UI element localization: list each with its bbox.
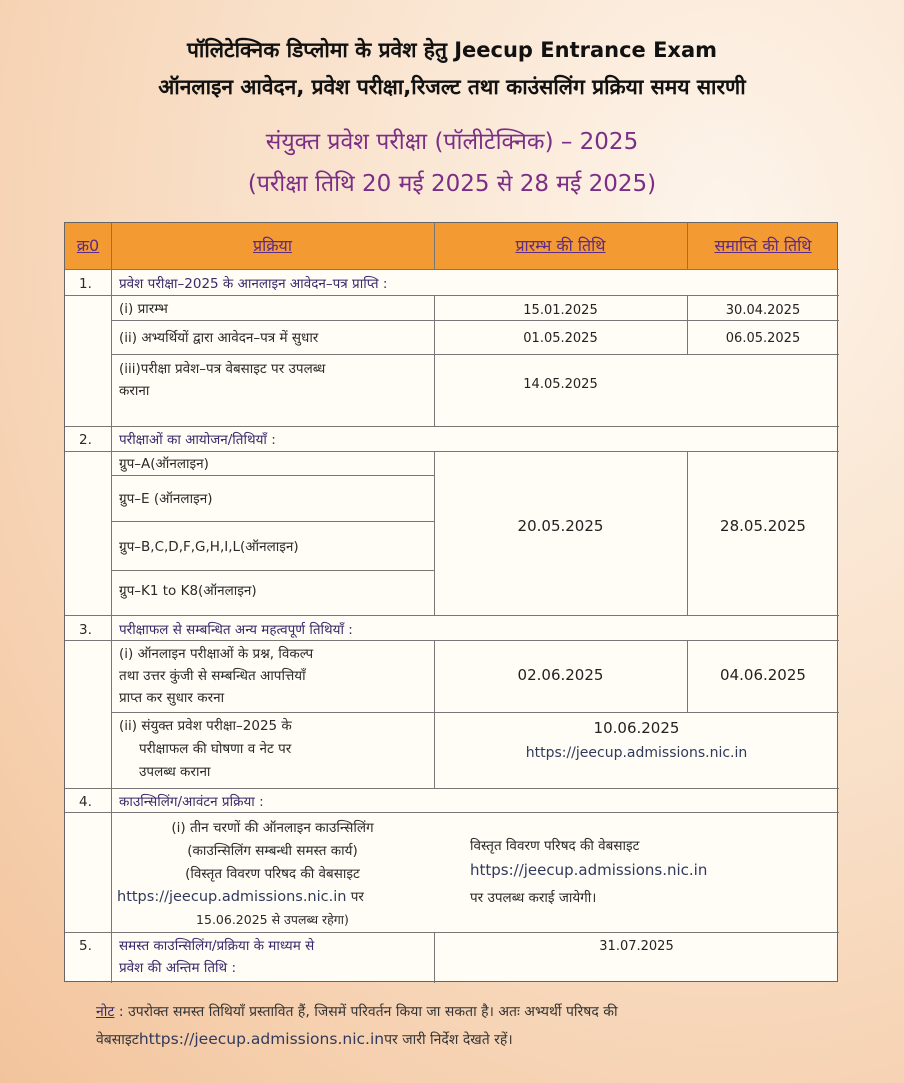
section-2-title: परीक्षाओं का आयोजन/तिथियाँ :: [119, 432, 276, 448]
divider: [111, 521, 434, 522]
divider: [65, 640, 839, 641]
row-3-2-line-1: (ii) संयुक्त प्रवेश परीक्षा–2025 के: [119, 718, 292, 734]
section-5-line-2: प्रवेश की अन्तिम तिथि :: [119, 960, 236, 976]
counselling-url-suffix: पर: [346, 889, 364, 905]
divider: [65, 932, 839, 933]
counselling-right-line-1: विस्तृत विवरण परिषद की वेबसाइट: [470, 838, 640, 854]
group-row: ग्रुप–A(ऑनलाइन): [119, 456, 209, 472]
divider: [65, 788, 839, 789]
section-5-number: 5.: [79, 938, 92, 954]
divider: [65, 426, 839, 427]
row-3-2-line-3: उपलब्ध कराना: [139, 764, 211, 780]
row-1-2-end: 06.05.2025: [725, 331, 801, 346]
page-title-line-1: पॉलिटेक्निक डिप्लोमा के प्रवेश हेतु Jeecup Entrance Exam: [186, 38, 718, 62]
counselling-right-line-3: पर उपलब्ध कराई जायेगी।: [470, 890, 597, 906]
header-start-date: प्रारम्भ की तिथि: [515, 236, 606, 255]
row-3-2-line-2: परीक्षाफल की घोषणा व नेट पर: [139, 741, 292, 757]
section-5-line-1: समस्त काउन्सिलिंग/प्रक्रिया के माध्यम से: [119, 938, 315, 954]
note-url-link[interactable]: https://jeecup.admissions.nic.in: [138, 1030, 385, 1048]
divider: [434, 640, 435, 788]
row-1-3-date: 14.05.2025: [523, 377, 598, 392]
row-3-1-line-1: (i) ऑनलाइन परीक्षाओं के प्रश्न, विकल्प: [119, 646, 314, 662]
counselling-url-link[interactable]: https://jeecup.admissions.nic.in: [117, 889, 347, 905]
note-label: नोट: [96, 1004, 115, 1020]
row-3-1-line-2: तथा उत्तर कुंजी से सम्बन्धित आपत्तियाँ: [119, 668, 306, 684]
divider: [65, 451, 839, 452]
subtitle-line-2: (परीक्षा तिथि 20 मई 2025 से 28 मई 2025): [247, 171, 657, 197]
section-4-title: काउन्सिलिंग/आवंटन प्रक्रिया :: [119, 794, 264, 810]
schedule-table: [64, 222, 838, 982]
divider: [111, 475, 434, 476]
counselling-line-5: 15.06.2025 से उपलब्ध रहेगा): [196, 912, 349, 927]
note-text-2-suffix: पर जारी निर्देश देखते रहें।: [384, 1032, 513, 1048]
divider: [111, 320, 839, 321]
section-3-title: परीक्षाफल से सम्बन्धित अन्य महत्वपूर्ण तिथियाँ :: [119, 622, 353, 638]
header-process: प्रक्रिया: [253, 236, 292, 255]
row-1-1-start: 15.01.2025: [523, 303, 598, 318]
divider: [687, 223, 688, 269]
counselling-right-url-link[interactable]: https://jeecup.admissions.nic.in: [470, 861, 708, 879]
divider: [65, 812, 839, 813]
row-1-1-end: 30.04.2025: [725, 303, 801, 318]
header-end-date: समाप्ति की तिथि: [714, 236, 812, 255]
group-row: ग्रुप–B,C,D,F,G,H,I,L(ऑनलाइन): [119, 539, 299, 555]
counselling-line-3: (विस्तृत विवरण परिषद की वेबसाइट: [185, 866, 360, 882]
result-url-link[interactable]: https://jeecup.admissions.nic.in: [525, 745, 748, 761]
subtitle-line-1: संयुक्त प्रवेश परीक्षा (पॉलीटेक्निक) – 2025: [265, 129, 639, 155]
section-3-number: 3.: [79, 622, 92, 638]
note-text-1: : उपरोक्त समस्त तिथियाँ प्रस्तावित हैं, जिसमें परिवर्तन किया जा सकता है। अतः अभ्यर्थी परिषद की: [114, 1004, 618, 1020]
counselling-line-1: (i) तीन चरणों की ऑनलाइन काउन्सिलिंग: [171, 820, 374, 836]
section-1-number: 1.: [79, 276, 92, 292]
group-row: ग्रुप–E (ऑनलाइन): [119, 491, 213, 507]
divider: [111, 354, 839, 355]
counselling-url-line: [117, 888, 364, 906]
result-date: 10.06.2025: [593, 719, 680, 737]
exam-start-date: 20.05.2025: [517, 517, 604, 535]
divider: [65, 269, 839, 270]
divider: [111, 570, 434, 571]
group-row: ग्रुप–K1 to K8(ऑनलाइन): [119, 583, 257, 599]
section-1-title: प्रवेश परीक्षा–2025 के आनलाइन आवेदन–पत्र प्राप्ति :: [119, 276, 388, 292]
table-header: [65, 223, 837, 269]
note-text-2-prefix: वेबसाइट: [96, 1032, 139, 1048]
page-title-line-2: ऑनलाइन आवेदन, प्रवेश परीक्षा,रिजल्ट तथा काउंसलिंग प्रक्रिया समय सारणी: [158, 75, 746, 99]
divider: [111, 712, 839, 713]
row-3-1-end: 04.06.2025: [720, 666, 806, 684]
divider: [65, 615, 839, 616]
row-1-2-label: (ii) अभ्यर्थियों द्वारा आवेदन–पत्र में सुधार: [119, 330, 319, 346]
row-1-3-label-line-2: कराना: [119, 383, 150, 399]
exam-end-date: 28.05.2025: [720, 517, 806, 535]
counselling-line-2: (काउन्सिलिंग सम्बन्धी समस्त कार्य): [187, 843, 358, 859]
note-line-2: [96, 1027, 836, 1052]
section-4-number: 4.: [79, 794, 92, 810]
row-1-1-label: (i) प्रारम्भ: [119, 301, 168, 317]
divider: [434, 223, 435, 269]
divider: [65, 295, 839, 296]
note-line-1: [96, 1000, 836, 1024]
section-2-number: 2.: [79, 432, 92, 448]
row-3-1-start: 02.06.2025: [517, 666, 604, 684]
header-sno: क्र0: [76, 236, 100, 255]
row-3-1-line-3: प्राप्त कर सुधार करना: [119, 690, 225, 706]
row-1-3-label-line-1: (iii)परीक्षा प्रवेश–पत्र वेबसाइट पर उपलब्ध: [119, 361, 326, 377]
row-1-2-start: 01.05.2025: [523, 331, 598, 346]
final-admission-date: 31.07.2025: [599, 939, 674, 954]
